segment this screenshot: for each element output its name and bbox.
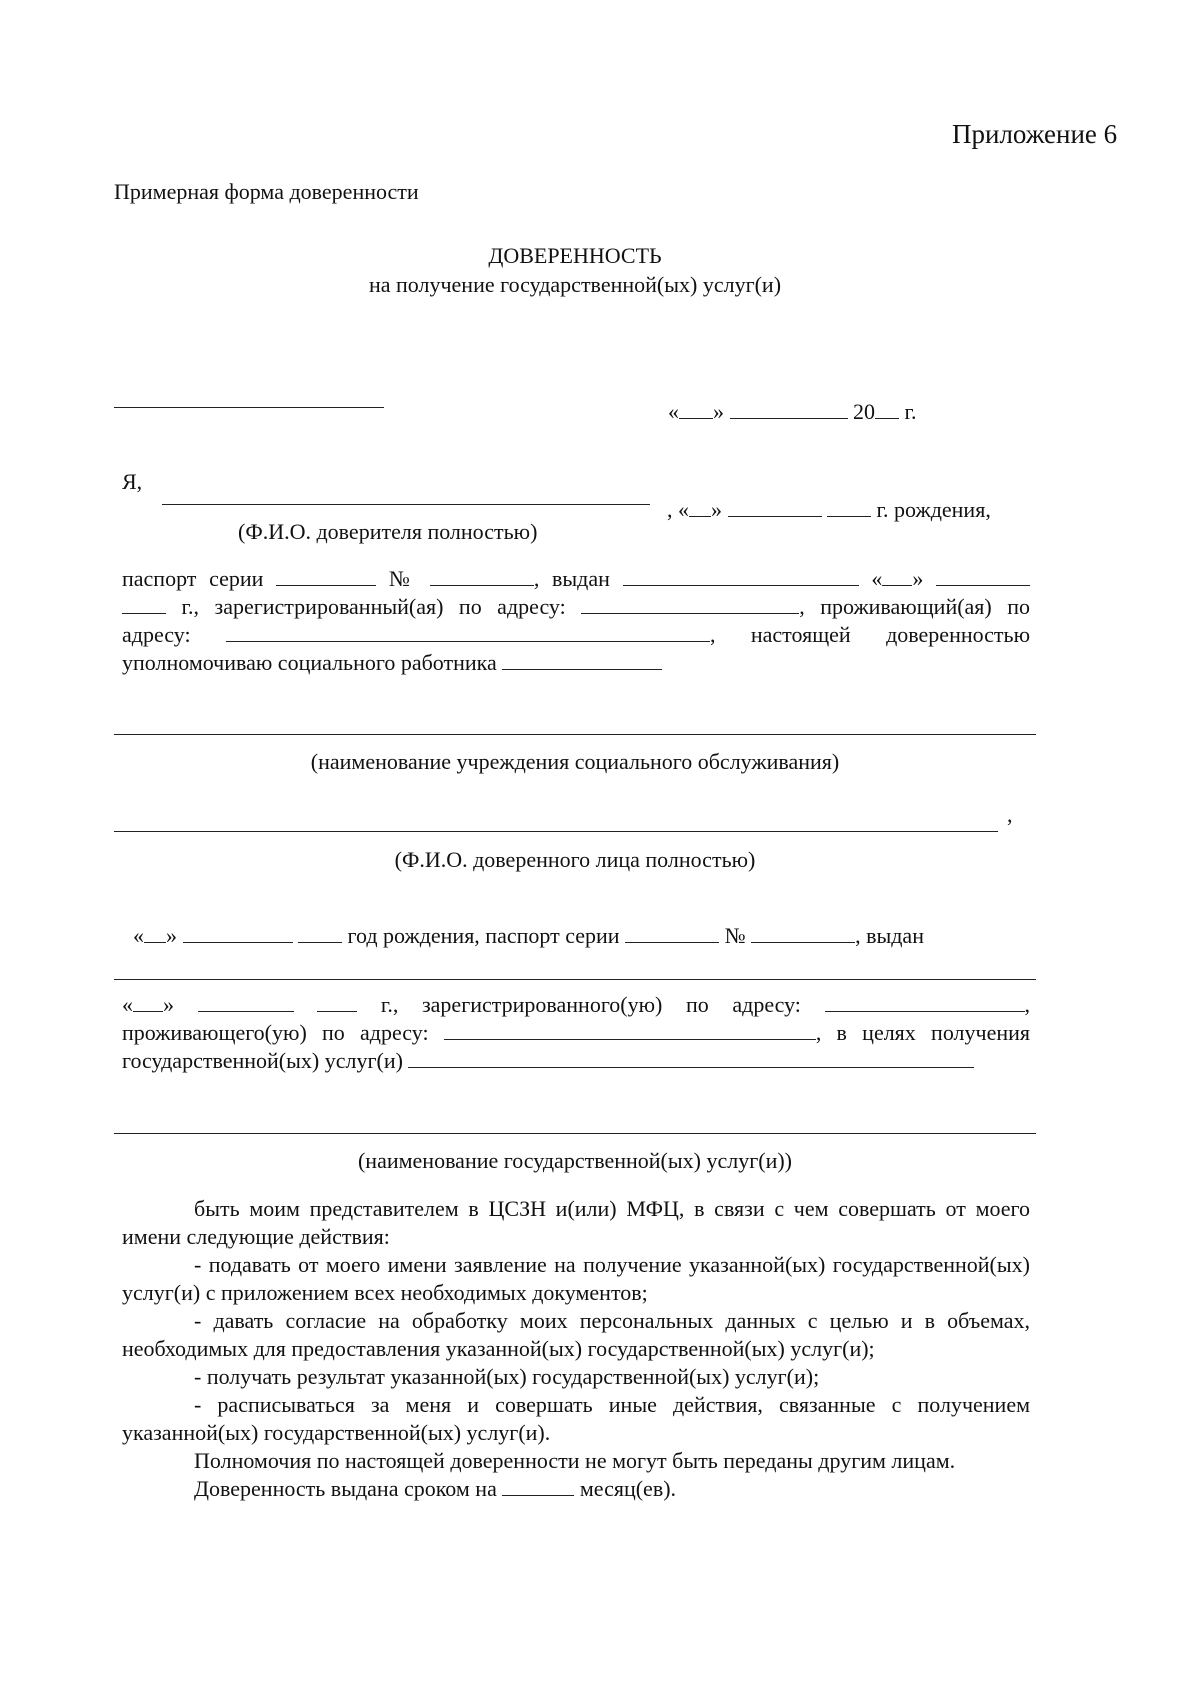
year-suffix: г. bbox=[904, 399, 917, 424]
trustee-birth-day-blank[interactable] bbox=[144, 922, 166, 943]
trustee-registered-blank[interactable] bbox=[825, 991, 1025, 1012]
service-blank-1[interactable] bbox=[408, 1047, 974, 1068]
trustee-name-blank[interactable] bbox=[114, 831, 998, 832]
authority-paragraph-6: Полномочия по настоящей доверенности не могут быть переданы другим лицам. bbox=[194, 1448, 956, 1473]
date-open-quote: « bbox=[668, 399, 679, 424]
registered-address-blank[interactable] bbox=[581, 593, 799, 614]
address-label: адресу: bbox=[122, 622, 191, 647]
institution-blank[interactable] bbox=[114, 734, 1036, 735]
trustee-registered-end: , bbox=[1024, 992, 1031, 1017]
trustee-comma: , bbox=[1007, 802, 1013, 827]
trustee-passport-series-blank[interactable] bbox=[625, 922, 719, 943]
trustee-birth-line bbox=[122, 894, 924, 950]
trustee-issue-open-quote: « bbox=[122, 992, 133, 1017]
passport-series-label: паспорт серии bbox=[122, 566, 264, 591]
trustee-issue-day-blank[interactable] bbox=[133, 991, 163, 1012]
service-caption: (наименование государственной(ых) услуг(и)) bbox=[357, 1148, 793, 1173]
trustee-issued-label: , выдан bbox=[855, 923, 924, 948]
trustee-issue-month-blank[interactable] bbox=[198, 991, 294, 1012]
date-close-quote: » bbox=[713, 399, 724, 424]
passport-line-1 bbox=[122, 565, 1030, 593]
institution-caption: (наименование учреждения социального обслуживания) bbox=[310, 749, 840, 774]
trustee-birth-month-blank[interactable] bbox=[183, 922, 293, 943]
authority-paragraph-3: - давать согласие на обработку моих персональных данных с целью и в объемах, необходимых для предоставления указанной(ых) государственной(ых) услуг(и); bbox=[122, 1308, 1030, 1361]
authority-paragraph-5: - расписываться за меня и совершать иные действия, связанные с получением указанной(ых) государственной(ых) услуг(и). bbox=[122, 1392, 1030, 1445]
issue-date-close-quote: » bbox=[912, 566, 924, 591]
birth-month-blank[interactable] bbox=[728, 496, 822, 517]
trustee-issued-by-blank[interactable] bbox=[114, 979, 1036, 980]
trustee-birth-year-blank[interactable] bbox=[298, 922, 342, 943]
passport-line-2 bbox=[122, 593, 1030, 621]
social-worker-blank[interactable] bbox=[502, 649, 662, 670]
authority-paragraph-1: быть моим представителем в ЦСЗН и(или) МФЦ, в связи с чем совершать от моего имени следующие действия: bbox=[122, 1196, 1030, 1249]
trustee-address-line-1 bbox=[122, 991, 1030, 1019]
birth-year-blank[interactable] bbox=[827, 496, 871, 517]
trustee-passport-number-blank[interactable] bbox=[751, 922, 855, 943]
trustee-registered-label: г., зарегистрированного(ую) по адресу: bbox=[380, 992, 801, 1017]
passport-number-sign: № bbox=[388, 566, 418, 591]
document-title: ДОВЕРЕННОСТЬ bbox=[488, 243, 662, 268]
passport-line-4 bbox=[122, 649, 1030, 677]
trustee-number-sign: № bbox=[724, 923, 746, 948]
trustee-issue-year-blank[interactable] bbox=[317, 991, 357, 1012]
authorize-label: , настоящей доверенностью bbox=[709, 622, 1031, 647]
passport-block bbox=[122, 565, 1030, 677]
document-subtitle: на получение государственной(ых) услуг(и) bbox=[368, 272, 782, 297]
passport-series-blank[interactable] bbox=[276, 565, 376, 586]
trustee-address-line-3 bbox=[122, 1047, 1030, 1075]
place-blank[interactable] bbox=[114, 407, 384, 408]
issue-date-open-quote: « bbox=[871, 566, 883, 591]
social-worker-label: уполномочиваю социального работника bbox=[122, 650, 497, 675]
birth-day-blank[interactable] bbox=[689, 496, 711, 517]
service-blank-2[interactable] bbox=[114, 1133, 1036, 1134]
principal-caption: (Ф.И.О. доверителя полностью) bbox=[238, 519, 538, 544]
year-blank[interactable] bbox=[875, 398, 899, 419]
month-blank[interactable] bbox=[730, 398, 848, 419]
issue-year-blank[interactable] bbox=[122, 593, 166, 614]
term-label: Доверенность выдана сроком на bbox=[194, 1476, 497, 1501]
year-prefix: 20 bbox=[853, 399, 875, 424]
residing-label: , проживающий(ая) по bbox=[799, 594, 1031, 619]
term-months-blank[interactable] bbox=[502, 1475, 574, 1496]
day-blank[interactable] bbox=[679, 398, 713, 419]
authority-paragraph-4: - получать результат указанной(ых) государственной(ых) услуг(и); bbox=[194, 1364, 820, 1389]
service-label: государственной(ых) услуг(и) bbox=[122, 1048, 403, 1073]
principal-birth-line bbox=[656, 468, 991, 524]
issued-by-blank[interactable] bbox=[623, 565, 859, 586]
principal-comma-quote: , « bbox=[667, 497, 689, 522]
trustee-birth-close-quote: » bbox=[166, 923, 177, 948]
birth-suffix: г. рождения, bbox=[876, 497, 991, 522]
trustee-caption: (Ф.И.О. доверенного лица полностью) bbox=[394, 847, 756, 872]
trustee-residing-blank[interactable] bbox=[444, 1019, 816, 1040]
trustee-address-block bbox=[122, 991, 1030, 1075]
authority-paragraph-7 bbox=[122, 1475, 1030, 1503]
principal-intro: Я, bbox=[122, 469, 143, 494]
principal-name-blank[interactable] bbox=[162, 504, 650, 505]
trustee-residing-label: проживающего(ую) по адресу: bbox=[122, 1020, 429, 1045]
date-line bbox=[657, 370, 917, 426]
principal-close-quote: » bbox=[711, 497, 722, 522]
passport-line-3 bbox=[122, 621, 1030, 649]
authority-paragraph-2: - подавать от моего имени заявление на получение указанной(ых) государственной(ых) услуг(и) с приложением всех необходимых документов; bbox=[122, 1252, 1030, 1305]
passport-number-blank[interactable] bbox=[430, 565, 534, 586]
issue-month-blank[interactable] bbox=[936, 565, 1030, 586]
issued-label: , выдан bbox=[533, 566, 610, 591]
trustee-issue-close-quote: » bbox=[163, 992, 174, 1017]
residing-address-blank[interactable] bbox=[226, 621, 710, 642]
trustee-birth-open-quote: « bbox=[133, 923, 144, 948]
form-caption: Примерная форма доверенности bbox=[114, 179, 419, 204]
registered-label: г., зарегистрированный(ая) по адресу: bbox=[181, 594, 566, 619]
trustee-passport-label: год рождения, паспорт серии bbox=[347, 923, 620, 948]
authority-body bbox=[122, 1195, 1030, 1503]
trustee-address-line-2 bbox=[122, 1019, 1030, 1047]
term-unit: месяц(ев). bbox=[579, 1476, 677, 1501]
issue-day-blank[interactable] bbox=[882, 565, 912, 586]
appendix-label: Приложение 6 bbox=[952, 119, 1118, 149]
purpose-label: , в целях получения bbox=[815, 1020, 1030, 1045]
